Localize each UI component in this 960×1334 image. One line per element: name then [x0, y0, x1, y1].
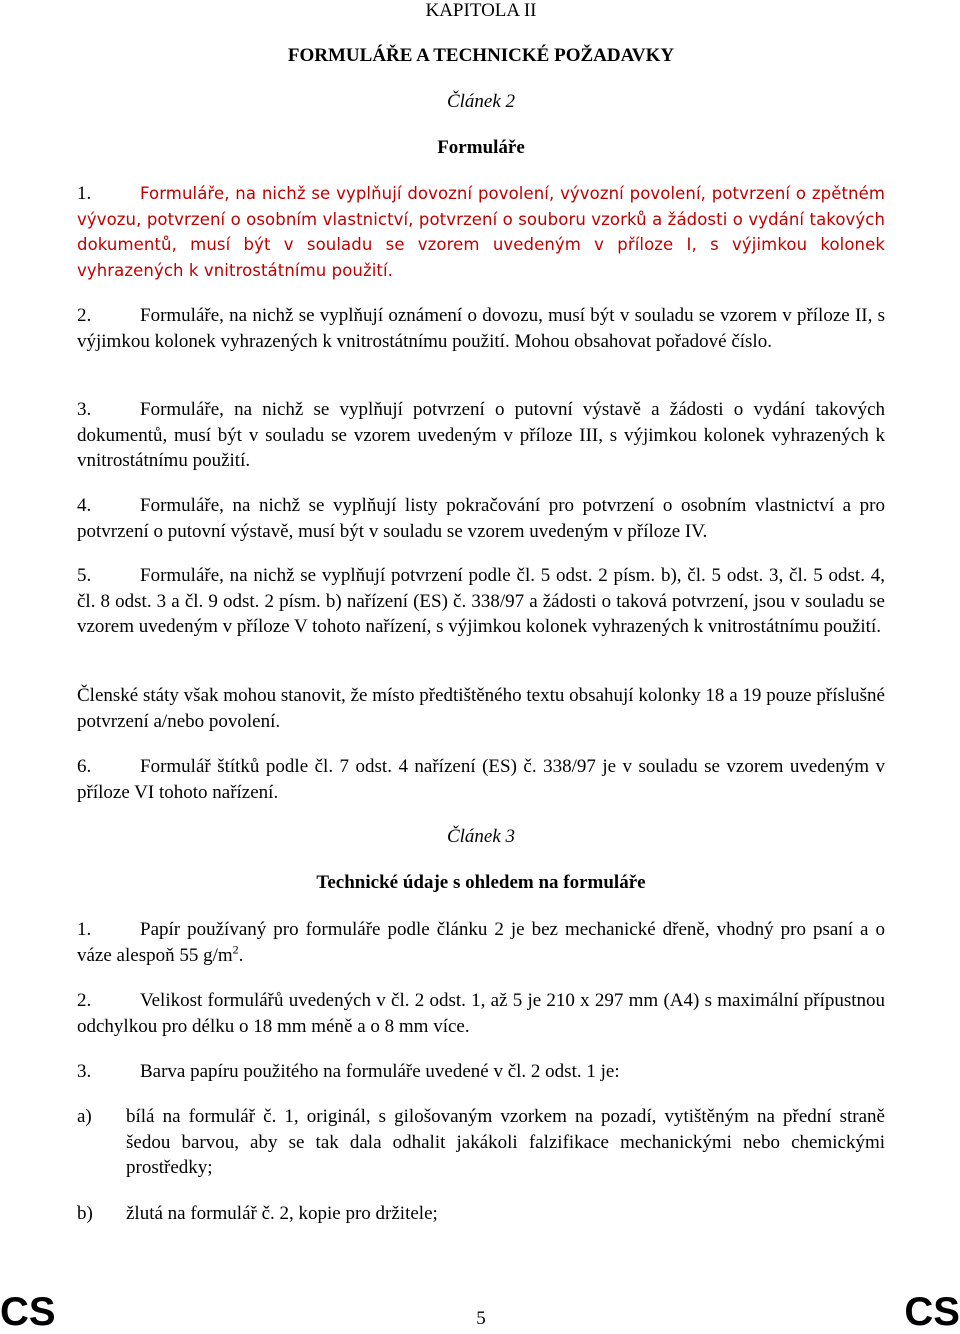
article-2-heading: Formuláře — [437, 137, 525, 158]
page-number: 5 — [476, 1308, 486, 1329]
article-2-paragraph-5: 5. Formuláře, na nichž se vyplňují potvrzení podle čl. 5 odst. 2 písm. b), čl. 5 odst. 3, čl. 5 odst. 4, čl. 8 odst. 3 a čl. 9 odst. 2 písm. b) nařízení (ES) č. 338/97 a žádosti o taková potvrzení, jsou v souladu se vzorem uvedeným v příloze V tohoto nařízení, s výjimkou kolonek vyhrazených k vnitrostátnímu použití. — [77, 565, 885, 637]
article-2-paragraph-6: 6. Formulář štítků podle čl. 7 odst. 4 nařízení (ES) č. 338/97 je v souladu se vzorem uvedeným v příloze VI tohoto nařízení. — [77, 756, 885, 803]
article-2-paragraph-member-states: Členské státy však mohou stanovit, že místo předtištěného textu obsahují kolonky 18 a 19 pouze příslušné potvrzení a/nebo povolení. — [77, 685, 885, 732]
article-2-paragraph-1: 1. Formuláře, na nichž se vyplňují dovozní povolení, vývozní povolení, potvrzení o zpětném vývozu, potvrzení o osobním vlastnictví, potvrzení o souboru vzorků a žádosti o vydání takových dokumentů, musí být v souladu se vzorem uvedeným v příloze I, s výjimkou kolonek vyhrazených k vnitrostátnímu použití. — [77, 183, 885, 280]
article-2-paragraph-2: 2. Formuláře, na nichž se vyplňují oznámení o dovozu, musí být v souladu se vzorem v příloze II, s výjimkou kolonek vyhrazených k vnitrostátnímu použití. Mohou obsahovat pořadové číslo. — [77, 305, 885, 352]
article-2-paragraph-3: 3. Formuláře, na nichž se vyplňují potvrzení o putovní výstavě a žádosti o vydání takových dokumentů, musí být v souladu se vzorem uvedeným v příloze III, s výjimkou kolonek vyhrazených k vnitrostátnímu použití. — [77, 399, 885, 471]
chapter-label: KAPITOLA II — [425, 0, 537, 21]
article-3-paragraph-3: 3. Barva papíru použitého na formuláře uvedené v čl. 2 odst. 1 je: — [77, 1061, 620, 1082]
article-3-paragraph-1: 1. Papír používaný pro formuláře podle článku 2 je bez mechanické dřeně, vhodný pro psaní a o váze alespoň 55 $g/m^2$. — [77, 919, 885, 966]
article-2-paragraph-4: 4. Formuláře, na nichž se vyplňují listy pokračování pro potvrzení o osobním vlastnictví a pro potvrzení o putovní výstavě, musí být v souladu se vzorem uvedeným v příloze IV. — [77, 495, 885, 542]
article-2-label: Článek 2 — [446, 91, 516, 112]
article-3-heading: Technické údaje s ohledem na formuláře — [316, 872, 646, 893]
document-title: FORMULÁŘE A TECHNICKÉ POŽADAVKY — [287, 45, 675, 66]
footer-language-right: CS — [904, 1290, 960, 1334]
list-item: a) bílá na formulář č. 1, originál, s gilošovaným vzorkem na pozadí, vytištěným na přední straně šedou barvou, aby se tak dala odhalit jakákoli falzifikace mechanickými nebo chemickými prostředky; — [77, 1106, 885, 1178]
footer-language-left: CS — [0, 1290, 56, 1334]
list-item: b) žlutá na formulář č. 2, kopie pro držitele; — [77, 1203, 438, 1224]
article-3-paragraph-2: 2. Velikost formulářů uvedených v čl. 2 odst. 1, až 5 je 210 x 297 mm (A4) s maximální přípustnou odchylkou pro délku o 18 mm méně a o 8 mm více. — [77, 990, 885, 1037]
article-3-label: Článek 3 — [446, 826, 516, 847]
